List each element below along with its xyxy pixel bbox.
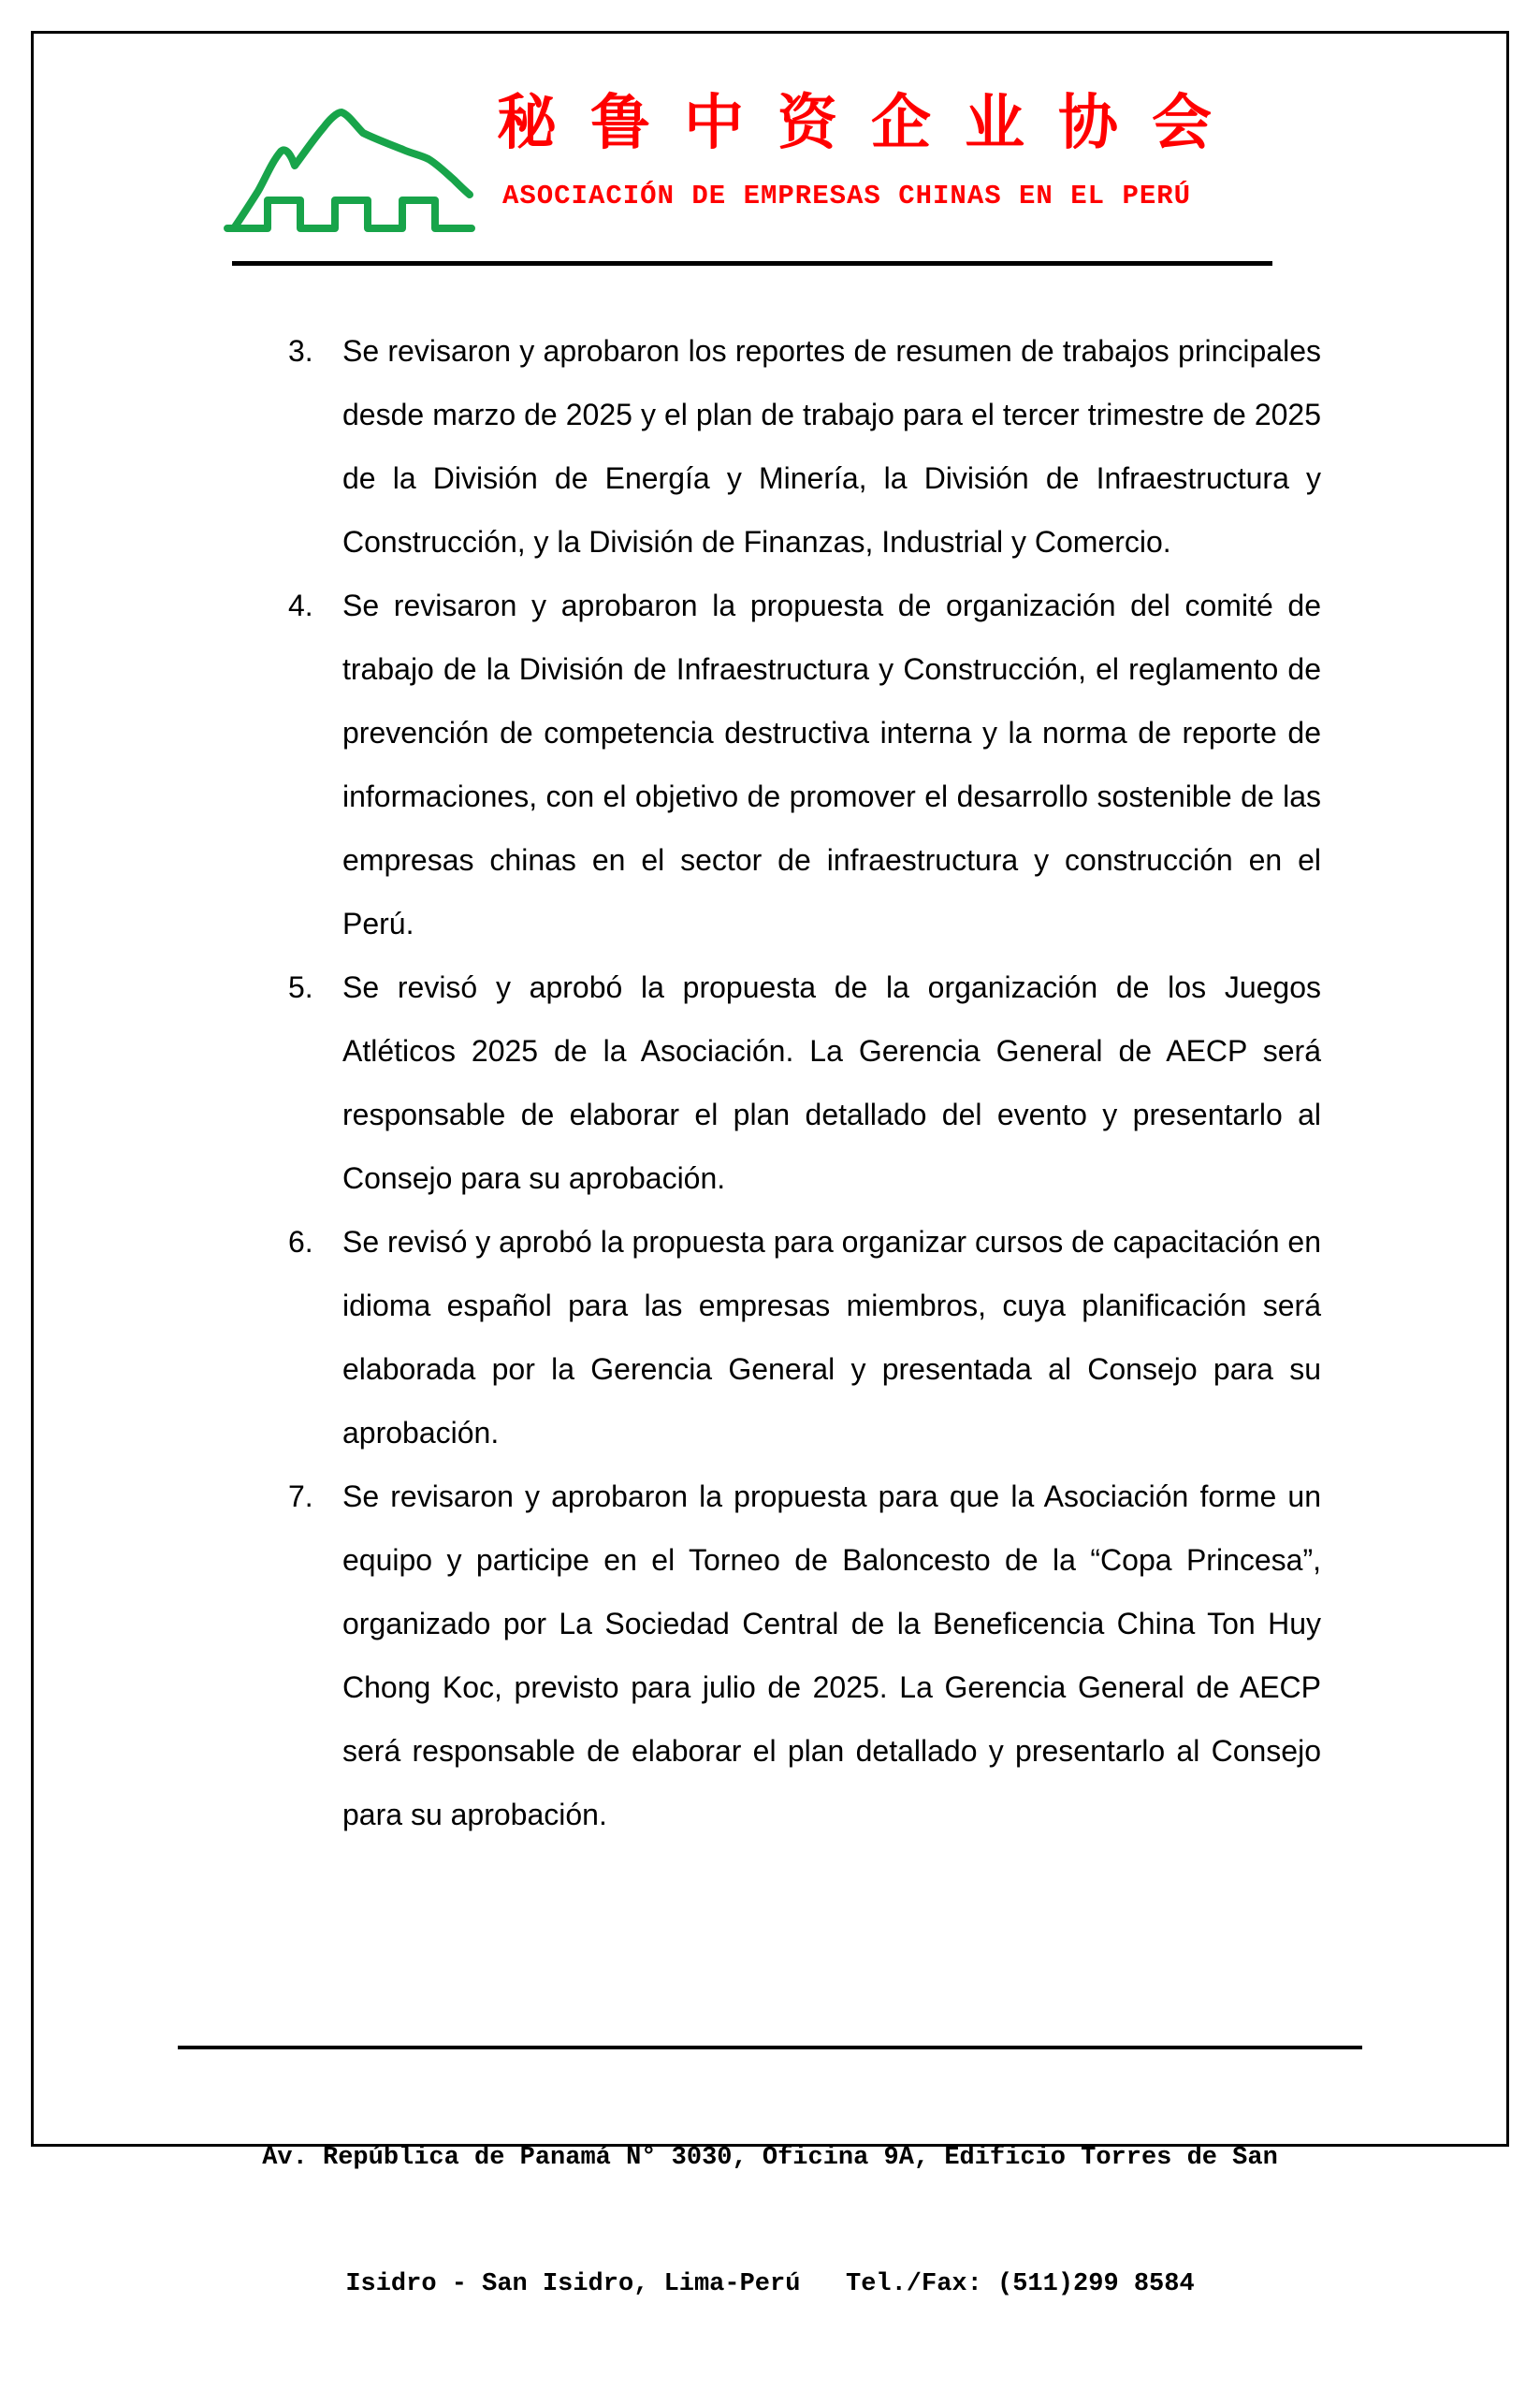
item-text: Se revisaron y aprobaron la propuesta de organización del comité de trabajo de la División de Infraestructura y Construcción, el reglamento de prevención de competencia destructiva interna y la norma de reporte de informaciones, con el objetivo de promover el desarrollo sostenible de las empresas chinas en el sector de infraestructura y construcción en el Perú. (342, 589, 1321, 940)
item-text: Se revisaron y aprobaron la propuesta para que la Asociación forme un equipo y participe en el Torneo de Baloncesto de la “Copa Princesa”, organizado por La Sociedad Central de la Beneficencia China Ton Huy Chong Koc, previsto para julio de 2025. La Gerencia General de AECP será responsable de elaborar el plan detallado y presentarlo al Consejo para su aprobación. (342, 1479, 1321, 1831)
minutes-list (288, 319, 1321, 1846)
list-item (288, 955, 1321, 1210)
footer-address-line1: Av. República de Panamá N° 3030, Oficina 9A, Edificio Torres de San (262, 2144, 1278, 2172)
item-number: 4. (288, 589, 313, 622)
footer-divider (178, 2046, 1362, 2049)
footer-address (178, 2053, 1362, 2390)
footer-address-line2: Isidro - San Isidro, Lima-Perú Tel./Fax: (511)299 8584 (345, 2270, 1195, 2298)
association-title-spanish: ASOCIACIÓN DE EMPRESAS CHINAS EN EL PERÚ (501, 181, 1192, 211)
list-item (288, 319, 1321, 574)
list-item (288, 1210, 1321, 1465)
header-divider (232, 261, 1272, 266)
item-number: 3. (288, 334, 313, 368)
item-text: Se revisó y aprobó la propuesta para organizar cursos de capacitación en idioma español para las empresas miembros, cuya planificación será elaborada por la Gerencia General y presentada al Consejo para su aprobación. (342, 1225, 1321, 1450)
association-title-chinese: 秘鲁中资企业协会 (497, 88, 1245, 158)
item-text: Se revisaron y aprobaron los reportes de resumen de trabajos principales desde marzo de 2025 y el plan de trabajo para el tercer trimestre de 2025 de la División de Energía y Minería, la División de Infraestructura y Construcción, y la División de Finanzas, Industrial y Comercio. (342, 334, 1321, 559)
item-text: Se revisó y aprobó la propuesta de la organización de los Juegos Atléticos 2025 de la Asociación. La Gerencia General de AECP será responsable de elaborar el plan detallado del evento y presentarlo al Consejo para su aprobación. (342, 970, 1321, 1195)
item-number: 6. (288, 1225, 313, 1259)
list-item (288, 1465, 1321, 1846)
list-item (288, 574, 1321, 955)
item-number: 7. (288, 1479, 313, 1513)
item-number: 5. (288, 970, 313, 1004)
association-logo-icon (223, 105, 477, 238)
